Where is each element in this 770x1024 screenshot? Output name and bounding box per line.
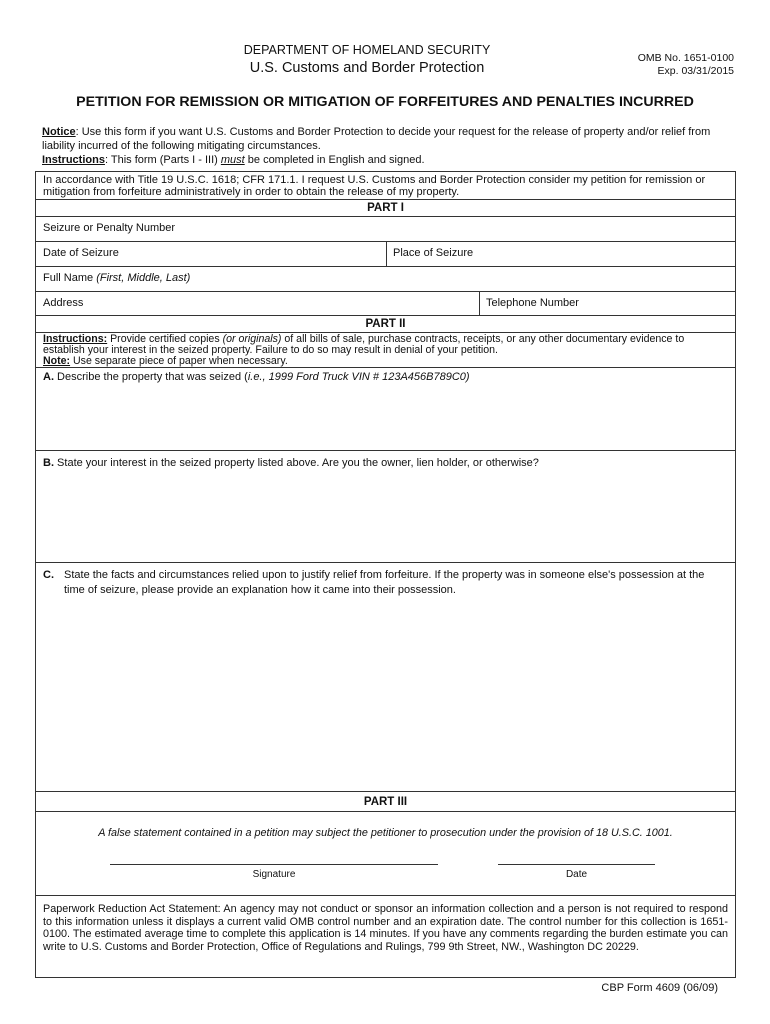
date-line[interactable] [498, 864, 655, 865]
telephone-label: Telephone Number [486, 297, 579, 309]
place-of-seizure-label: Place of Seizure [393, 247, 474, 259]
signature-line[interactable] [110, 864, 438, 865]
form-title: PETITION FOR REMISSION OR MITIGATION OF FORFEITURES AND PENALTIES INCURRED [76, 94, 694, 110]
department-name: DEPARTMENT OF HOMELAND SECURITY [243, 43, 491, 57]
false-statement-warning: A false statement contained in a petition may subject the petitioner to prosecution under the provision of 18 U.S.C. 1001. [98, 827, 673, 839]
date-of-seizure-label: Date of Seizure [43, 247, 119, 259]
signature-label: Signature [252, 869, 296, 880]
full-name-field[interactable] [36, 267, 735, 292]
intro-text: In accordance with Title 19 U.S.C. 1618; CFR 171.1. I request U.S. Customs and Border Protection consider my petition for remission or mitigation from forfeiture administratively in order to obtain the release of my property. [43, 174, 706, 198]
part1-heading-row [36, 200, 735, 217]
notice-text [42, 126, 742, 153]
telephone-field[interactable] [479, 292, 735, 315]
paperwork-reduction-statement: Paperwork Reduction Act Statement: An agency may not conduct or sponsor an information collection and a person is not required to respond to this information unless it displays a current valid OMB control number and an expiration date. The control number for this collection is 1651-0100. The estimated average time to complete this application is 14 minutes. If you have any comments regarding the burden estimate you can write to U.S. Customs and Border Protection, Office of Regulations and Rulings, 799 9th Street, NW., Washington DC 20229. [43, 903, 728, 953]
instructions-label: Instructions [42, 154, 105, 166]
part2-instructions: Instructions: Provide certified copies (or originals) of all bills of sale, purchase contracts, receipts, or any other documentary evidence to establish your interest in the seized property. Failure to do so may result in denial of your petition. Note: Use separate piece of paper when necessary. [43, 333, 685, 367]
form-number: CBP Form 4609 (06/09) [601, 982, 718, 994]
address-field[interactable] [36, 292, 479, 315]
seizure-number-label: Seizure or Penalty Number [43, 222, 176, 234]
question-b: B. State your interest in the seized property listed above. Are you the owner, lien holder, or otherwise? [43, 457, 539, 469]
intro-row [36, 172, 735, 200]
question-c: C. State the facts and circumstances relied upon to justify relief from forfeiture. If the property was in someone else's possession at the time of seizure, please provide an explanation how it came into their possession. [43, 569, 705, 596]
part2-heading: PART II [365, 318, 406, 330]
omb-number: OMB No. 1651-0100 [637, 52, 734, 64]
form-body [35, 171, 736, 978]
interest-statement-field[interactable] [36, 451, 735, 563]
place-of-seizure-field[interactable] [386, 242, 735, 266]
part3-heading-row [36, 792, 735, 812]
notice-body: : Use this form if you want U.S. Customs and Border Protection to decide your request for the release of property and/or relief from liability incurred of the following mitigating circumstances. [42, 126, 711, 152]
signature-section [36, 812, 735, 896]
full-name-label: Full Name (First, Middle, Last) [43, 272, 191, 284]
part2-instructions-row [36, 333, 735, 368]
facts-circumstances-field[interactable] [36, 563, 735, 792]
paperwork-row [36, 896, 735, 978]
seizure-number-field[interactable] [36, 217, 735, 242]
part1-heading: PART I [367, 202, 404, 214]
date-label: Date [565, 869, 588, 880]
instructions-text: Instructions: This form (Parts I - III) must be completed in English and signed. [42, 154, 425, 166]
part3-heading: PART III [363, 796, 408, 808]
property-description-field[interactable] [36, 368, 735, 451]
part2-heading-row [36, 316, 735, 333]
address-label: Address [43, 297, 84, 309]
notice-label: Notice [42, 126, 76, 138]
seizure-date-place-row [36, 242, 735, 267]
agency-name: U.S. Customs and Border Protection [249, 60, 485, 76]
address-phone-row [36, 292, 735, 316]
omb-expiration: Exp. 03/31/2015 [657, 65, 734, 77]
question-a: A. Describe the property that was seized (i.e., 1999 Ford Truck VIN # 123A456B789C0) [43, 371, 470, 383]
date-of-seizure-field[interactable] [36, 242, 386, 266]
